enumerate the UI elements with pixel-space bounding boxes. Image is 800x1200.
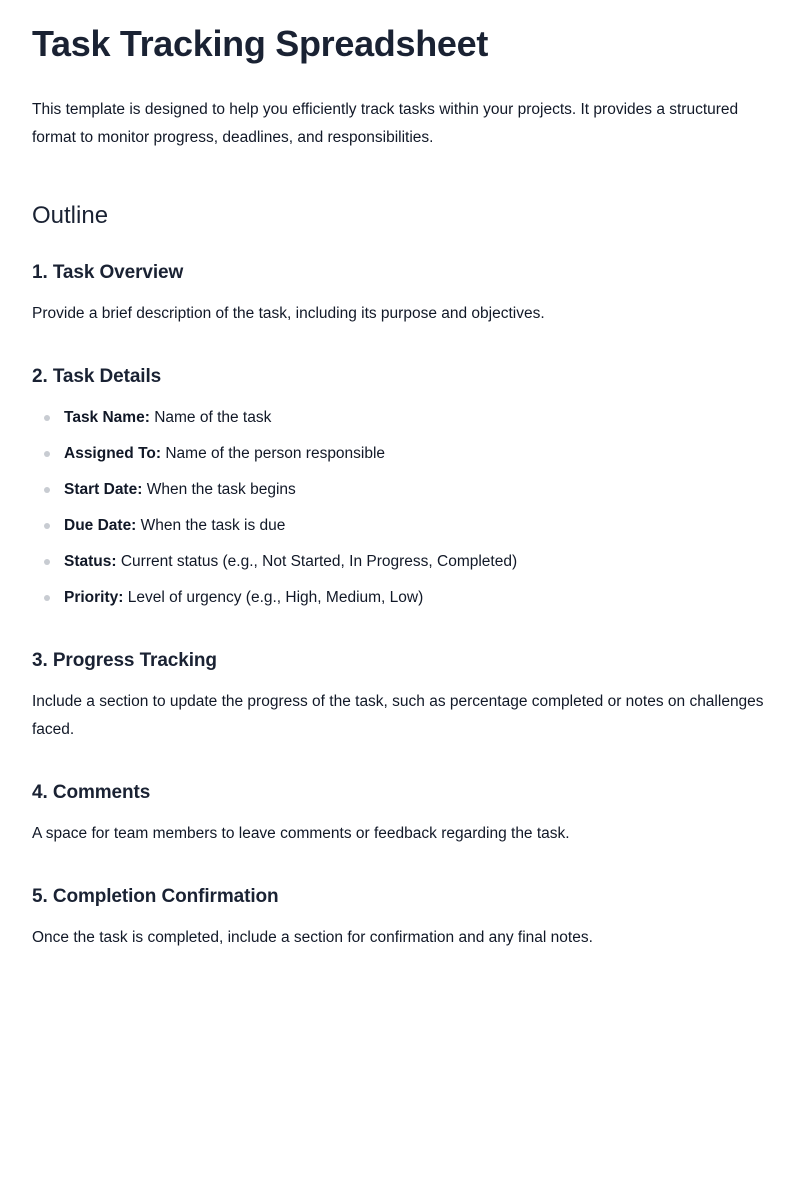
- intro-paragraph: This template is designed to help you efficiently track tasks within your projects. It provides a structured format to monitor progress, deadlines, and responsibilities.: [32, 101, 739, 146]
- bullet-icon: [44, 595, 50, 601]
- list-item-value: When the task begins: [146, 481, 296, 498]
- section-text-completion-confirmation: Once the task is completed, include a section for confirmation and any final notes.: [32, 929, 593, 946]
- list-item-label: Start Date:: [64, 481, 143, 498]
- section-text-task-overview: Provide a brief description of the task, including its purpose and objectives.: [32, 305, 545, 322]
- section-text-comments: A space for team members to leave comments or feedback regarding the task.: [32, 825, 570, 842]
- list-item-value: Name of the task: [154, 409, 272, 426]
- list-item: [32, 476, 517, 512]
- task-details-list: [32, 404, 517, 620]
- list-item-label: Status:: [64, 553, 117, 570]
- list-item-label: Due Date:: [64, 517, 137, 534]
- section-heading-task-overview: 1. Task Overview: [32, 262, 184, 283]
- list-item-value: Name of the person responsible: [165, 445, 386, 462]
- outline-heading: Outline: [32, 202, 109, 229]
- section-heading-comments: 4. Comments: [32, 782, 151, 803]
- bullet-icon: [44, 487, 50, 493]
- list-item-label: Priority:: [64, 589, 124, 606]
- bullet-icon: [44, 415, 50, 421]
- list-item: [32, 512, 517, 548]
- section-heading-completion-confirmation: 5. Completion Confirmation: [32, 886, 279, 907]
- list-item-value: Level of urgency (e.g., High, Medium, Low): [127, 589, 424, 606]
- list-item-label: Assigned To:: [64, 445, 162, 462]
- page-title: Task Tracking Spreadsheet: [32, 23, 489, 64]
- bullet-icon: [44, 523, 50, 529]
- list-item-value: When the task is due: [140, 517, 286, 534]
- list-item-value: Current status (e.g., Not Started, In Progress, Completed): [120, 553, 518, 570]
- section-heading-task-details: 2. Task Details: [32, 366, 162, 387]
- section-heading-progress-tracking: 3. Progress Tracking: [32, 650, 217, 671]
- bullet-icon: [44, 451, 50, 457]
- list-item: [32, 404, 517, 440]
- section-text-progress-tracking: Include a section to update the progress of the task, such as percentage completed or notes on challenges faced.: [32, 693, 764, 738]
- bullet-icon: [44, 559, 50, 565]
- list-item: [32, 548, 517, 584]
- list-item: [32, 584, 517, 620]
- list-item-label: Task Name:: [64, 409, 150, 426]
- list-item: [32, 440, 517, 476]
